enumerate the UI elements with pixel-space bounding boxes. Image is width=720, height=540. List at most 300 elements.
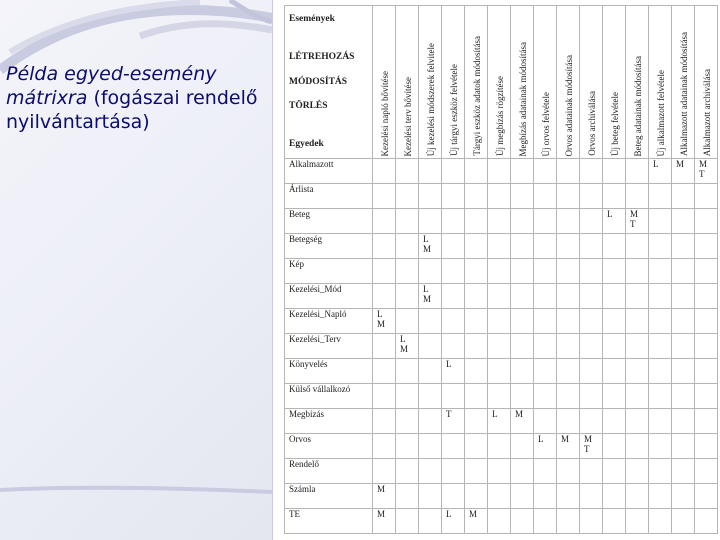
table-row xyxy=(285,359,718,384)
event-label: Beteg adatainak módosítása xyxy=(633,55,643,156)
entity-event-matrix xyxy=(284,5,718,534)
matrix-cell xyxy=(373,259,396,284)
matrix-cell xyxy=(672,184,695,209)
matrix-cell xyxy=(396,359,419,384)
matrix-cell xyxy=(649,484,672,509)
matrix-cell xyxy=(580,259,603,284)
matrix-cell xyxy=(603,284,626,309)
matrix-cell xyxy=(534,159,557,184)
matrix-cell xyxy=(626,159,649,184)
matrix-cell xyxy=(672,259,695,284)
table-row xyxy=(285,409,718,434)
matrix-cell xyxy=(580,159,603,184)
event-header xyxy=(557,6,580,159)
matrix-cell xyxy=(649,184,672,209)
matrix-cell xyxy=(695,459,718,484)
matrix-cell xyxy=(626,234,649,259)
matrix-cell xyxy=(695,434,718,459)
legend-delete: TÖRLÉS xyxy=(289,101,328,111)
matrix-cell: L xyxy=(442,509,465,534)
matrix-cell xyxy=(557,259,580,284)
matrix-cell xyxy=(373,359,396,384)
matrix-cell xyxy=(465,384,488,409)
matrix-cell xyxy=(511,309,534,334)
matrix-cell xyxy=(649,259,672,284)
entity-name: Beteg xyxy=(285,209,373,234)
matrix-cell xyxy=(649,459,672,484)
matrix-cell xyxy=(626,259,649,284)
event-label: Alkalmazott adatainak módosítása xyxy=(679,32,689,156)
matrix-cell xyxy=(373,384,396,409)
matrix-cell xyxy=(672,284,695,309)
matrix-cell xyxy=(649,309,672,334)
entity-name: Orvos xyxy=(285,434,373,459)
matrix-cell: M xyxy=(373,509,396,534)
event-label: Új tárgyi eszköz felvétele xyxy=(449,63,459,156)
matrix-cell xyxy=(695,284,718,309)
event-header xyxy=(649,6,672,159)
entity-name: TE xyxy=(285,509,373,534)
matrix-cell xyxy=(580,384,603,409)
matrix-cell xyxy=(465,284,488,309)
matrix-cell xyxy=(603,334,626,359)
matrix-cell xyxy=(557,184,580,209)
matrix-cell xyxy=(580,284,603,309)
matrix-cell xyxy=(580,234,603,259)
matrix-cell xyxy=(373,434,396,459)
matrix-cell xyxy=(695,259,718,284)
matrix-cell xyxy=(442,259,465,284)
entity-name: Számla xyxy=(285,484,373,509)
matrix-cell xyxy=(488,459,511,484)
matrix-cell xyxy=(419,209,442,234)
matrix-cell xyxy=(580,459,603,484)
matrix-cell xyxy=(603,159,626,184)
entity-name: Árlista xyxy=(285,184,373,209)
matrix-cell xyxy=(534,409,557,434)
matrix-cell xyxy=(396,509,419,534)
matrix-cell xyxy=(557,409,580,434)
matrix-cell xyxy=(373,234,396,259)
matrix-cell xyxy=(419,434,442,459)
matrix-cell xyxy=(649,334,672,359)
matrix-cell xyxy=(511,159,534,184)
matrix-cell xyxy=(695,209,718,234)
matrix-cell xyxy=(442,309,465,334)
matrix-cell xyxy=(511,384,534,409)
matrix-cell xyxy=(580,484,603,509)
matrix-cell xyxy=(511,259,534,284)
matrix-cell xyxy=(534,384,557,409)
matrix-cell xyxy=(534,459,557,484)
matrix-cell xyxy=(534,284,557,309)
matrix-cell xyxy=(511,434,534,459)
matrix-cell xyxy=(465,334,488,359)
event-header xyxy=(580,6,603,159)
event-label: Új orvos felvétele xyxy=(541,91,551,156)
matrix-cell xyxy=(649,384,672,409)
matrix-cell xyxy=(488,159,511,184)
matrix-cell xyxy=(442,284,465,309)
matrix-cell xyxy=(373,459,396,484)
matrix-cell xyxy=(465,234,488,259)
matrix-cell xyxy=(419,384,442,409)
matrix-cell xyxy=(396,184,419,209)
matrix-cell xyxy=(672,359,695,384)
matrix-cell xyxy=(695,309,718,334)
matrix-corner xyxy=(285,6,373,159)
matrix-cell xyxy=(649,359,672,384)
event-label: Kezelési napló bővítése xyxy=(380,70,390,156)
matrix-cell xyxy=(396,484,419,509)
matrix-cell: M xyxy=(557,434,580,459)
caption-normal: (fogászai rendelő nyilvántartása) xyxy=(6,87,258,133)
matrix-cell xyxy=(557,234,580,259)
matrix-cell xyxy=(419,509,442,534)
event-header xyxy=(396,6,419,159)
matrix-cell xyxy=(488,209,511,234)
matrix-cell xyxy=(580,209,603,234)
table-row xyxy=(285,509,718,534)
matrix-cell xyxy=(557,359,580,384)
matrix-cell: M xyxy=(373,484,396,509)
matrix-cell xyxy=(580,334,603,359)
legend-create: LÉTREHOZÁS xyxy=(289,52,355,62)
table-row xyxy=(285,284,718,309)
matrix-cell xyxy=(488,484,511,509)
matrix-cell xyxy=(649,434,672,459)
matrix-cell xyxy=(534,234,557,259)
matrix-cell xyxy=(580,359,603,384)
matrix-cell xyxy=(373,209,396,234)
matrix-cell xyxy=(396,459,419,484)
matrix-cell xyxy=(488,184,511,209)
matrix-cell xyxy=(534,484,557,509)
matrix-cell xyxy=(580,409,603,434)
matrix-cell xyxy=(534,259,557,284)
matrix-cell xyxy=(442,384,465,409)
matrix-cell xyxy=(534,209,557,234)
matrix-cell xyxy=(695,334,718,359)
matrix-cell xyxy=(488,359,511,384)
matrix-cell xyxy=(511,234,534,259)
matrix-cell xyxy=(672,484,695,509)
event-header xyxy=(626,6,649,159)
matrix-cell xyxy=(649,209,672,234)
matrix-cell xyxy=(626,309,649,334)
event-header xyxy=(695,6,718,159)
matrix-cell: M xyxy=(465,509,488,534)
event-label: Alkalmazott archiválása xyxy=(702,68,712,156)
matrix-cell xyxy=(396,434,419,459)
matrix-cell xyxy=(419,259,442,284)
event-label: Orvos archiválása xyxy=(587,91,597,156)
matrix-cell xyxy=(373,184,396,209)
entity-name: Megbízás xyxy=(285,409,373,434)
matrix-cell xyxy=(511,334,534,359)
matrix-cell xyxy=(603,259,626,284)
matrix-cell xyxy=(511,284,534,309)
corner-title: Események xyxy=(289,14,335,24)
matrix-cell xyxy=(442,334,465,359)
matrix-cell xyxy=(396,384,419,409)
matrix-cell xyxy=(695,184,718,209)
caption-italic: Példa egyed-esemény mátrixra xyxy=(6,63,217,109)
matrix-cell: L M xyxy=(419,234,442,259)
entity-name: Kezelési_Terv xyxy=(285,334,373,359)
matrix-cell xyxy=(511,359,534,384)
matrix-cell xyxy=(511,459,534,484)
matrix-cell xyxy=(603,509,626,534)
matrix-cell xyxy=(672,334,695,359)
event-header xyxy=(672,6,695,159)
event-label: Új kezelési módszerek felvitele xyxy=(426,42,436,156)
matrix-cell xyxy=(396,159,419,184)
matrix-cell xyxy=(396,409,419,434)
table-row xyxy=(285,459,718,484)
matrix-cell: L xyxy=(488,409,511,434)
matrix-cell xyxy=(373,409,396,434)
table-row xyxy=(285,184,718,209)
entity-name: Külső vállalkozó xyxy=(285,384,373,409)
matrix-cell xyxy=(396,234,419,259)
matrix-cell xyxy=(534,509,557,534)
matrix-cell xyxy=(465,159,488,184)
matrix-cell xyxy=(557,459,580,484)
event-header xyxy=(442,6,465,159)
event-label: Új megbízás rögzítése xyxy=(495,76,505,156)
event-label: Orvos adatainak módosítása xyxy=(564,54,574,156)
matrix-cell xyxy=(419,409,442,434)
matrix-cell xyxy=(695,509,718,534)
matrix-cell xyxy=(626,284,649,309)
matrix-cell xyxy=(695,359,718,384)
matrix-cell xyxy=(603,384,626,409)
table-row xyxy=(285,484,718,509)
event-header xyxy=(373,6,396,159)
matrix-cell xyxy=(695,484,718,509)
matrix-cell xyxy=(373,334,396,359)
legend-modify: MÓDOSÍTÁS xyxy=(289,77,348,87)
matrix-cell xyxy=(603,459,626,484)
matrix-cell xyxy=(419,359,442,384)
matrix-cell xyxy=(488,284,511,309)
matrix-cell xyxy=(626,434,649,459)
matrix-cell xyxy=(557,334,580,359)
matrix-cell xyxy=(557,209,580,234)
matrix-cell xyxy=(672,234,695,259)
matrix-body xyxy=(285,159,718,534)
matrix-cell: M T xyxy=(695,159,718,184)
left-decor-panel xyxy=(0,0,272,540)
matrix-cell xyxy=(626,184,649,209)
matrix-cell xyxy=(557,284,580,309)
matrix-cell xyxy=(603,409,626,434)
matrix-cell xyxy=(465,484,488,509)
matrix-cell xyxy=(603,434,626,459)
matrix-cell xyxy=(534,359,557,384)
matrix-cell xyxy=(626,509,649,534)
matrix-cell xyxy=(465,359,488,384)
matrix-cell xyxy=(672,509,695,534)
matrix-cell xyxy=(511,509,534,534)
matrix-cell xyxy=(580,509,603,534)
matrix-cell xyxy=(534,184,557,209)
matrix-cell: M xyxy=(672,159,695,184)
matrix-cell xyxy=(442,459,465,484)
matrix-cell xyxy=(465,459,488,484)
matrix-cell xyxy=(488,234,511,259)
matrix-cell xyxy=(465,409,488,434)
matrix-cell xyxy=(603,359,626,384)
event-label: Új beteg felvétele xyxy=(610,92,620,156)
matrix-cell xyxy=(465,184,488,209)
entity-name: Kezelési_Mód xyxy=(285,284,373,309)
matrix-cell: T xyxy=(442,409,465,434)
matrix-cell xyxy=(672,459,695,484)
matrix-cell xyxy=(511,484,534,509)
matrix-cell: L M xyxy=(396,334,419,359)
matrix-cell: L M xyxy=(373,309,396,334)
panel-divider xyxy=(272,0,273,540)
matrix-cell xyxy=(603,309,626,334)
matrix-cell: L xyxy=(442,359,465,384)
table-row xyxy=(285,384,718,409)
matrix-cell xyxy=(511,184,534,209)
matrix-cell xyxy=(419,459,442,484)
matrix-cell xyxy=(465,259,488,284)
matrix-cell: M T xyxy=(626,209,649,234)
matrix-cell xyxy=(626,359,649,384)
event-header xyxy=(465,6,488,159)
table-row xyxy=(285,259,718,284)
matrix-cell: L M xyxy=(419,284,442,309)
matrix-cell: M xyxy=(511,409,534,434)
matrix-cell xyxy=(649,509,672,534)
table-row xyxy=(285,334,718,359)
entity-name: Kép xyxy=(285,259,373,284)
matrix-cell xyxy=(442,184,465,209)
matrix-cell xyxy=(649,409,672,434)
matrix-cell: L xyxy=(603,209,626,234)
matrix-cell xyxy=(695,384,718,409)
matrix-cell xyxy=(672,309,695,334)
table-row xyxy=(285,159,718,184)
matrix-cell xyxy=(419,159,442,184)
matrix-cell xyxy=(442,234,465,259)
matrix-cell xyxy=(419,309,442,334)
entity-name: Alkalmazott xyxy=(285,159,373,184)
matrix-cell xyxy=(442,209,465,234)
matrix-cell xyxy=(511,209,534,234)
matrix-cell xyxy=(672,384,695,409)
entity-name: Könyvelés xyxy=(285,359,373,384)
matrix-cell xyxy=(557,509,580,534)
table-row xyxy=(285,309,718,334)
matrix-cell: M T xyxy=(580,434,603,459)
event-label: Megbízás adatainak módosítása xyxy=(518,41,528,156)
matrix-cell xyxy=(488,384,511,409)
table-row xyxy=(285,209,718,234)
matrix-header-row xyxy=(285,6,718,159)
table-row xyxy=(285,234,718,259)
matrix-cell xyxy=(419,334,442,359)
matrix-cell xyxy=(534,309,557,334)
matrix-cell xyxy=(488,309,511,334)
matrix-cell xyxy=(603,184,626,209)
matrix-cell xyxy=(580,184,603,209)
matrix-cell xyxy=(465,434,488,459)
matrix-cell xyxy=(626,459,649,484)
matrix-cell xyxy=(442,159,465,184)
table-row xyxy=(285,434,718,459)
entity-name: Kezelési_Napló xyxy=(285,309,373,334)
event-header xyxy=(603,6,626,159)
event-header xyxy=(534,6,557,159)
matrix-cell xyxy=(557,309,580,334)
matrix-cell xyxy=(465,309,488,334)
matrix-cell xyxy=(626,484,649,509)
matrix-cell xyxy=(580,309,603,334)
matrix-cell xyxy=(442,434,465,459)
matrix-cell xyxy=(695,234,718,259)
event-label: Tárgyi eszköz adatok módosítása xyxy=(472,36,482,156)
matrix-cell xyxy=(396,209,419,234)
matrix-cell xyxy=(396,309,419,334)
entity-name: Betegség xyxy=(285,234,373,259)
event-label: Kezelési terv bővítése xyxy=(403,76,413,156)
matrix-cell xyxy=(373,159,396,184)
matrix-cell xyxy=(557,484,580,509)
matrix-cell xyxy=(419,484,442,509)
matrix-cell xyxy=(672,434,695,459)
event-header xyxy=(488,6,511,159)
matrix-cell: L xyxy=(534,434,557,459)
matrix-cell xyxy=(649,284,672,309)
matrix-cell xyxy=(419,184,442,209)
matrix-cell xyxy=(465,209,488,234)
matrix-cell xyxy=(695,409,718,434)
event-header xyxy=(511,6,534,159)
matrix-cell xyxy=(442,484,465,509)
matrix-cell xyxy=(534,334,557,359)
matrix-cell xyxy=(603,484,626,509)
matrix-cell xyxy=(488,259,511,284)
matrix-cell xyxy=(557,159,580,184)
matrix-cell xyxy=(626,384,649,409)
event-header xyxy=(419,6,442,159)
matrix-cell xyxy=(626,334,649,359)
matrix-cell xyxy=(488,334,511,359)
entities-label: Egyedek xyxy=(289,139,324,149)
event-label: Új alkalmazott felvétele xyxy=(656,69,666,156)
matrix-cell xyxy=(488,434,511,459)
slide-caption xyxy=(6,62,268,134)
matrix-cell xyxy=(672,209,695,234)
matrix-cell xyxy=(396,284,419,309)
matrix-cell xyxy=(603,234,626,259)
matrix-cell xyxy=(488,509,511,534)
bottom-swoosh xyxy=(0,478,272,508)
matrix-cell: L xyxy=(649,159,672,184)
entity-name: Rendelő xyxy=(285,459,373,484)
matrix-cell xyxy=(396,259,419,284)
matrix-cell xyxy=(557,384,580,409)
matrix-cell xyxy=(649,234,672,259)
matrix-cell xyxy=(373,284,396,309)
matrix-cell xyxy=(672,409,695,434)
matrix-cell xyxy=(626,409,649,434)
